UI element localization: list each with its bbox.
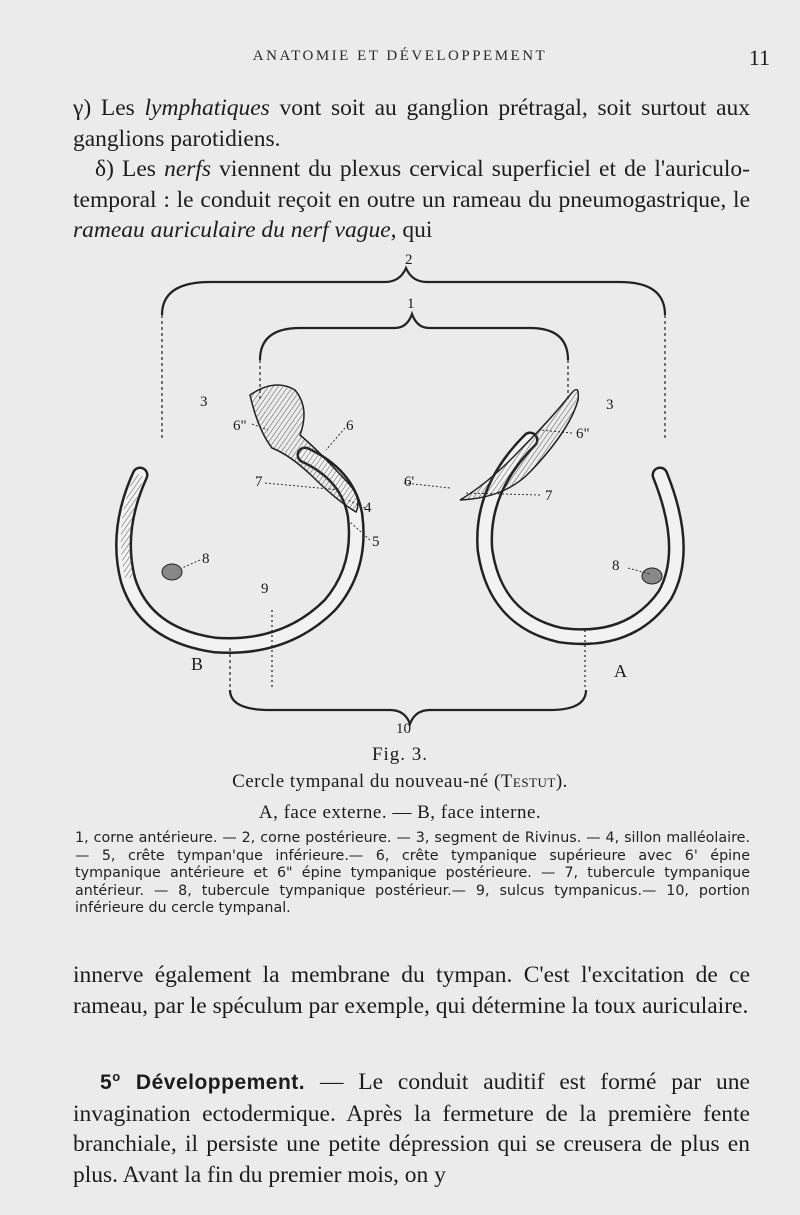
label-7-right: 7	[545, 488, 553, 504]
label-6p: 6'	[404, 474, 415, 490]
running-title: ANATOMIE ET DÉVELOPPEMENT	[252, 48, 548, 64]
tympanic-ring-figure	[100, 250, 700, 740]
brace-10	[230, 690, 586, 724]
label-6pp-right: 6"	[576, 426, 590, 442]
label-3-left: 3	[200, 394, 208, 410]
label-9: 9	[261, 581, 269, 597]
label-10: 10	[396, 721, 411, 737]
page-number: 11	[748, 45, 770, 70]
gamma-text: vont soit au ganglion prétragal, soit surtout aux ganglions parotidiens.	[73, 95, 750, 152]
figure-subtitle: A, face externe. — B, face interne.	[258, 802, 542, 823]
label-3-right: 3	[606, 397, 614, 413]
brace-1	[260, 314, 568, 360]
label-7-left: 7	[255, 474, 263, 490]
figure-legend: 1, corne antérieure. — 2, corne postérieure. — 3, segment de Rivinus. — 4, sillon malléolaire. — 5, crête tympan'que inférieure.— 6, crête tympanique supérieure avec 6' épine tympanique antérieure et 6" épine tympanique postérieure. — 7, tubercule tympanique antérieur. — 8, tubercule tympanique postérieur.— 9, sulcus tympanicus.— 10, portion inférieure du cercle tympanal.	[75, 830, 750, 917]
ring-a	[460, 390, 676, 690]
paragraph-continuation: innerve également la membrane du tympan. C'est l'excitation de ce rameau, par le spéculum par exemple, qui détermine la toux auriculaire.	[73, 962, 750, 1019]
section-number: 5$^o$ Développement.	[100, 1069, 306, 1094]
label-1: 1	[407, 296, 415, 312]
delta-text: viennent du plexus cervical superficiel et de l'auriculo-temporal : le conduit reçoit en outre un rameau du pneumogastrique, le	[73, 156, 750, 213]
label-4: 4	[364, 500, 372, 516]
label-5: 5	[372, 534, 380, 550]
tympanic-ring-illustration	[100, 250, 700, 740]
figure-title	[0, 771, 800, 793]
label-2: 2	[405, 252, 413, 268]
gamma-marker: γ) Les	[73, 95, 145, 121]
figure-title-start: Cercle tympanal du nouveau-né (	[232, 771, 501, 792]
label-6: 6	[346, 418, 354, 434]
label-b: B	[191, 654, 204, 674]
label-6pp-left: 6"	[233, 418, 247, 434]
label-8-right: 8	[612, 558, 620, 574]
figure-author: Testut	[500, 771, 556, 792]
vagus-term: rameau auriculaire du nerf vague	[73, 217, 391, 243]
development-text: — Le conduit auditif est formé par une invagination ectodermique. Après la fermeture de la première fente branchiale, il persiste une petite dépression qui se creusera de plus en plus. Avant la fin du premier mois, on y	[73, 1069, 750, 1188]
figure-title-end: ).	[555, 771, 568, 792]
delta-text-end: , qui	[390, 217, 433, 243]
delta-marker: δ) Les	[95, 156, 165, 182]
paragraph-development	[73, 1062, 750, 1190]
label-8-left: 8	[202, 551, 210, 567]
figure-number: Fig. 3.	[371, 744, 429, 765]
page-header	[0, 45, 800, 72]
nerves-term: nerfs	[164, 156, 212, 182]
lymphatics-term: lymphatiques	[144, 95, 270, 121]
paragraph-lymphatics-nerves	[73, 93, 750, 246]
label-a: A	[614, 661, 627, 681]
section-heading: Développement.	[135, 1071, 306, 1094]
